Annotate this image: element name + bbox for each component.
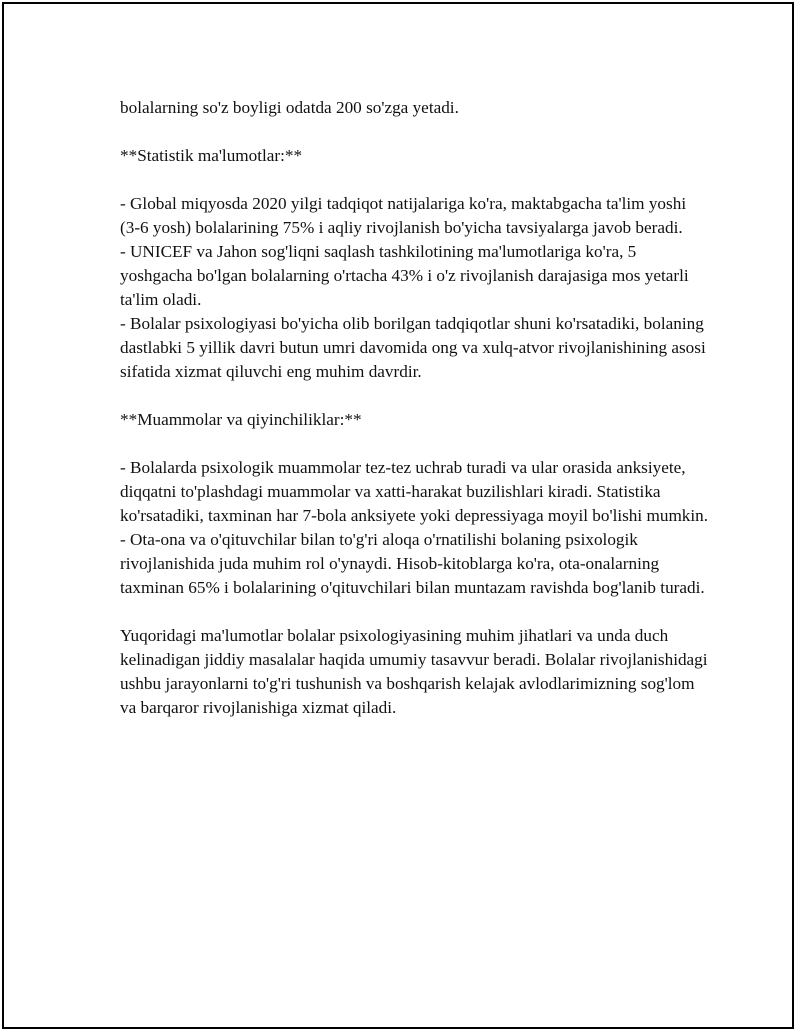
stats-item: - Bolalar psixologiyasi bo'yicha olib borilgan tadqiqotlar shuni ko'rsatadiki, bolaning dastlabki 5 yillik davri butun umri davomida ong va xulq-atvor rivojlanishining asosi sifatida xizmat qiluvchi eng muhim davrdir. [120,314,706,381]
stats-heading: **Statistik ma'lumotlar:** [120,146,303,165]
document-page [2,2,794,1029]
paragraph-gap [120,600,710,624]
problems-item: - Ota-ona va o'qituvchilar bilan to'g'ri aloqa o'rnatilishi bolaning psixologik rivojlanishida juda muhim rol o'ynaydi. Hisob-kitoblarga ko'ra, ota-onalarning taxminan 65% i bolalarining o'qituvchilari bilan muntazam ravishda bog'lanib turadi. [120,530,705,597]
paragraph-gap [120,384,710,408]
problems-item: - Bolalarda psixologik muammolar tez-tez uchrab turadi va ular orasida anksiyete, diqqatni to'plashdagi muammolar va xatti-harakat buzilishlari kiradi. Statistika ko'rsatadiki, taxminan har 7-bola anksiyete yoki depressiyaga moyil bo'lishi mumkin. [120,458,709,525]
conclusion-paragraph: Yuqoridagi ma'lumotlar bolalar psixologiyasining muhim jihatlari va unda duch kelinadigan jiddiy masalalar haqida umumiy tasavvur beradi. Bolalar rivojlanishidagi ushbu jarayonlarni to'g'ri tushunish va boshqarish kelajak avlodlarimizning sog'lom va barqaror rivojlanishiga xizmat qiladi. [120,626,708,717]
paragraph-gap [120,120,710,144]
problems-heading: **Muammolar va qiyinchiliklar:** [120,410,362,429]
intro-line: bolalarning so'z boyligi odatda 200 so'zga yetadi. [120,98,459,117]
paragraph-gap [120,432,710,456]
paragraph-gap [120,168,710,192]
stats-item: - Global miqyosda 2020 yilgi tadqiqot natijalariga ko'ra, maktabgacha ta'lim yoshi (3-6 yosh) bolalarining 75% i aqliy rivojlanish bo'yicha tavsiyalarga javob beradi. [120,194,687,237]
stats-item: - UNICEF va Jahon sog'liqni saqlash tashkilotining ma'lumotlariga ko'ra, 5 yoshgacha bo'lgan bolalarning o'rtacha 43% i o'z rivojlanish darajasiga mos yetarli ta'lim oladi. [120,242,689,309]
document-text [120,96,710,720]
